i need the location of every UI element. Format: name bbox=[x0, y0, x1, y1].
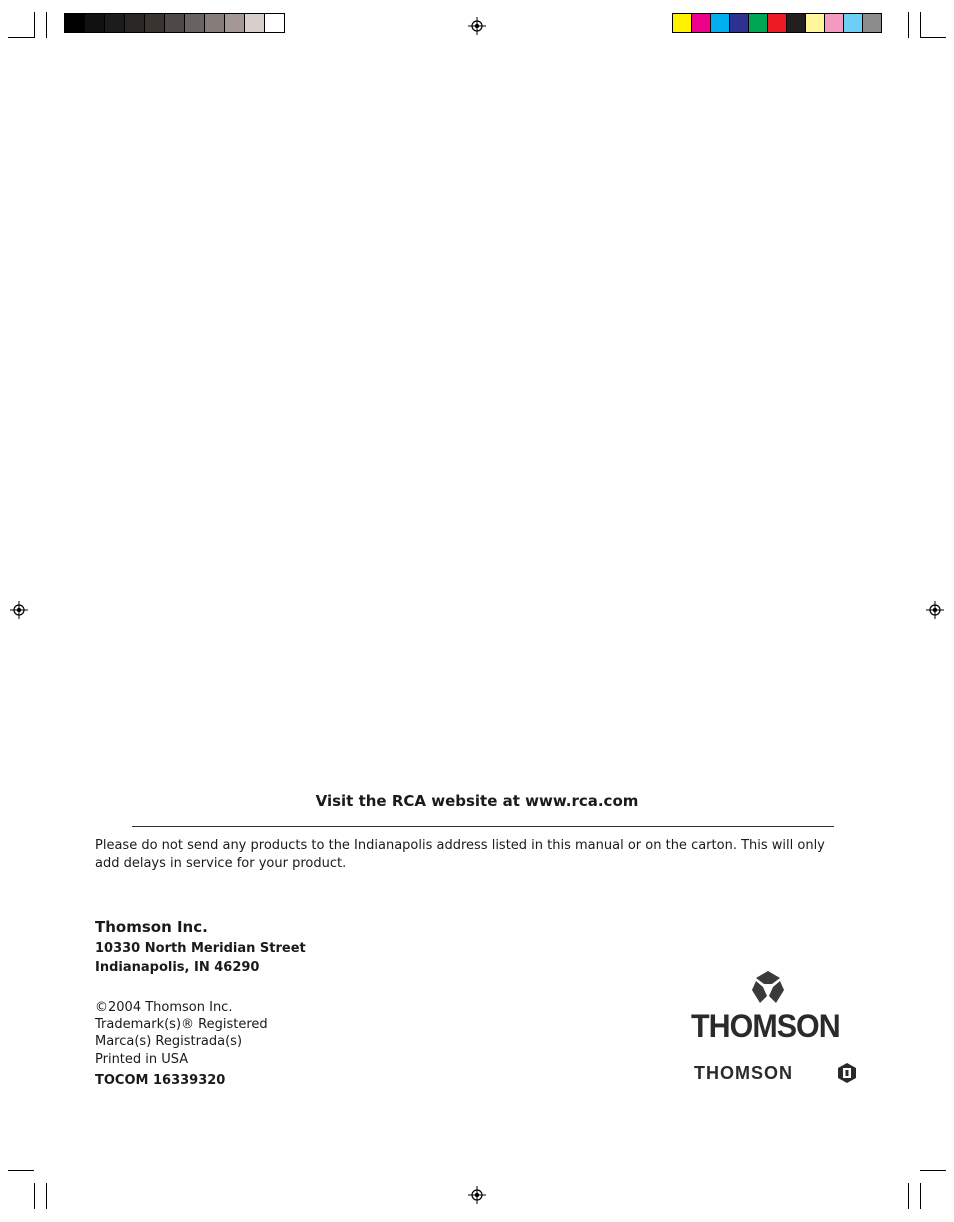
gray-swatch bbox=[185, 14, 205, 32]
registration-mark-icon bbox=[468, 17, 486, 35]
grayscale-calibration-bar bbox=[64, 13, 285, 33]
gray-swatch bbox=[265, 14, 284, 32]
divider bbox=[132, 826, 834, 827]
gray-swatch bbox=[105, 14, 125, 32]
website-visit-text: Visit the RCA website at www.rca.com bbox=[315, 792, 639, 810]
crop-mark bbox=[908, 1183, 909, 1209]
crop-mark bbox=[920, 37, 946, 38]
gray-swatch bbox=[145, 14, 165, 32]
thomson-logo-secondary: THOMSON bbox=[694, 1063, 793, 1083]
color-swatch bbox=[673, 14, 692, 32]
gray-swatch bbox=[245, 14, 265, 32]
tocom-number: TOCOM 16339320 bbox=[95, 1073, 226, 1088]
crop-mark bbox=[920, 12, 921, 38]
crop-mark bbox=[920, 1183, 921, 1209]
crop-mark bbox=[46, 1183, 47, 1209]
crop-mark bbox=[34, 12, 35, 38]
color-swatch bbox=[844, 14, 863, 32]
crop-mark bbox=[8, 37, 34, 38]
gray-swatch bbox=[65, 14, 85, 32]
copyright-line: ©2004 Thomson Inc. bbox=[95, 1000, 233, 1015]
color-swatch bbox=[711, 14, 730, 32]
crop-mark bbox=[46, 12, 47, 38]
crop-mark bbox=[34, 1183, 35, 1209]
thomson-logo-primary: THOMSON bbox=[691, 1008, 840, 1044]
gray-swatch bbox=[125, 14, 145, 32]
registration-mark-icon bbox=[468, 1186, 486, 1204]
registration-mark-icon bbox=[926, 601, 944, 619]
color-swatch bbox=[806, 14, 825, 32]
gray-swatch bbox=[205, 14, 225, 32]
trademark-line: Trademark(s)® Registered bbox=[95, 1017, 268, 1032]
thomson-emblem-icon bbox=[750, 970, 786, 1006]
gray-swatch bbox=[225, 14, 245, 32]
company-name: Thomson Inc. bbox=[95, 918, 208, 936]
color-swatch bbox=[825, 14, 844, 32]
gray-swatch bbox=[85, 14, 105, 32]
thomson-small-emblem-icon bbox=[836, 1062, 858, 1084]
crop-mark bbox=[920, 1170, 946, 1171]
color-swatch bbox=[768, 14, 787, 32]
city-address: Indianapolis, IN 46290 bbox=[95, 960, 260, 975]
crop-mark bbox=[8, 1170, 34, 1171]
color-swatch bbox=[692, 14, 711, 32]
color-calibration-bar bbox=[672, 13, 882, 33]
shipping-notice: Please do not send any products to the Indianapolis address listed in this manual or on the carton. This will only add delays in service for your product. bbox=[95, 838, 825, 871]
printed-line: Printed in USA bbox=[95, 1052, 189, 1067]
color-swatch bbox=[749, 14, 768, 32]
street-address: 10330 North Meridian Street bbox=[95, 941, 306, 956]
color-swatch bbox=[730, 14, 749, 32]
gray-swatch bbox=[165, 14, 185, 32]
marca-line: Marca(s) Registrada(s) bbox=[95, 1034, 243, 1049]
registration-mark-icon bbox=[10, 601, 28, 619]
color-swatch bbox=[863, 14, 881, 32]
crop-mark bbox=[908, 12, 909, 38]
color-swatch bbox=[787, 14, 806, 32]
